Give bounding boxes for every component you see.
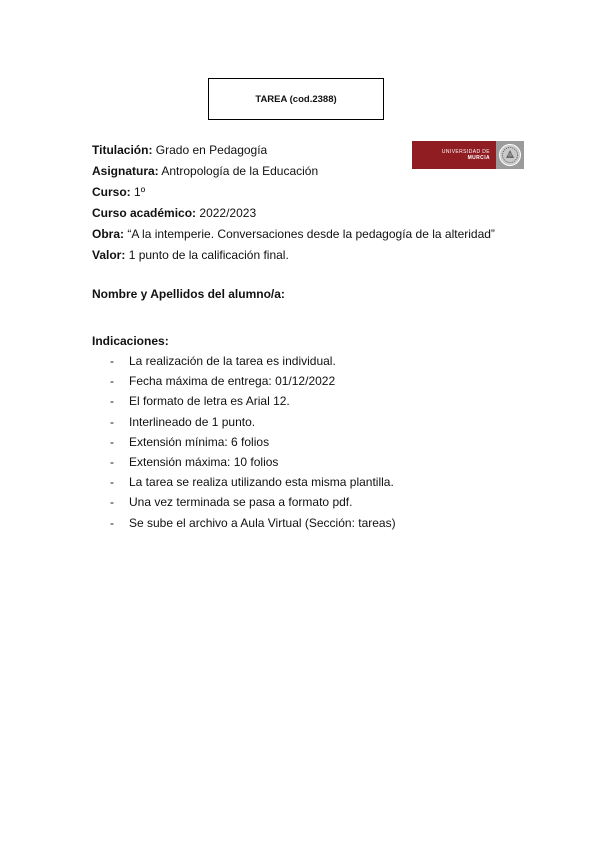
list-bullet: - [110, 354, 114, 368]
list-bullet: - [110, 374, 114, 389]
list-item [110, 371, 396, 391]
field-label: Titulación: [92, 143, 153, 157]
list-item [110, 412, 396, 432]
field-curso [92, 182, 495, 203]
field-obra [92, 224, 495, 245]
field-label: Curso: [92, 185, 131, 199]
field-value: Antropología de la Educación [161, 164, 319, 178]
indications-list [110, 351, 396, 533]
seal-icon [496, 141, 524, 169]
field-titulacion [92, 140, 495, 161]
list-item [110, 351, 396, 371]
list-item [110, 492, 396, 512]
list-item-text: Fecha máxima de entrega: 01/12/2022 [129, 374, 336, 389]
logo-line2: MURCIA [467, 155, 490, 161]
field-value: “A la intemperie. Conversaciones desde la pedagogía de la alteridad” [127, 227, 495, 241]
list-item-text: Una vez terminada se pasa a formato pdf. [129, 495, 353, 510]
title-box [208, 78, 384, 120]
field-label: Obra: [92, 227, 125, 241]
field-label: Valor: [92, 248, 126, 262]
list-bullet: - [110, 454, 114, 469]
list-bullet: - [110, 394, 114, 409]
list-item [110, 472, 396, 492]
list-item-text: Extensión máxima: 10 folios [129, 454, 279, 469]
list-item-text: La tarea se realiza utilizando esta misma plantilla. [129, 475, 394, 490]
field-value: Grado en Pedagogía [155, 143, 268, 157]
indications-heading: Indicaciones: [92, 334, 169, 348]
page-title: TAREA (cod.2388) [255, 93, 337, 105]
student-name-label: Nombre y Apellidos del alumno/a: [92, 287, 285, 301]
list-item-text: Se sube el archivo a Aula Virtual (Sección: tareas) [129, 515, 396, 530]
field-asignatura [92, 161, 495, 182]
list-bullet: - [110, 495, 114, 510]
field-value: 1º [134, 185, 146, 199]
field-value: 2022/2023 [199, 206, 257, 220]
list-bullet: - [110, 475, 114, 490]
field-curso-academico [92, 203, 495, 224]
list-bullet: - [110, 414, 114, 429]
list-item-text: La realización de la tarea es individual. [129, 354, 336, 368]
course-fields [92, 140, 495, 266]
list-bullet: - [110, 434, 114, 449]
list-item [110, 513, 396, 533]
list-bullet: - [110, 515, 114, 530]
field-label: Curso académico: [92, 206, 197, 220]
list-item [110, 452, 396, 472]
list-item-text: Interlineado de 1 punto. [129, 414, 256, 429]
logo-line1: UNIVERSIDAD DE [441, 149, 490, 155]
field-label: Asignatura: [92, 164, 159, 178]
field-value: 1 punto de la calificación final. [128, 248, 289, 262]
list-item-text: Extensión mínima: 6 folios [129, 434, 270, 449]
list-item [110, 432, 396, 452]
list-item [110, 391, 396, 411]
field-valor [92, 245, 495, 266]
list-item-text: El formato de letra es Arial 12. [129, 394, 290, 409]
